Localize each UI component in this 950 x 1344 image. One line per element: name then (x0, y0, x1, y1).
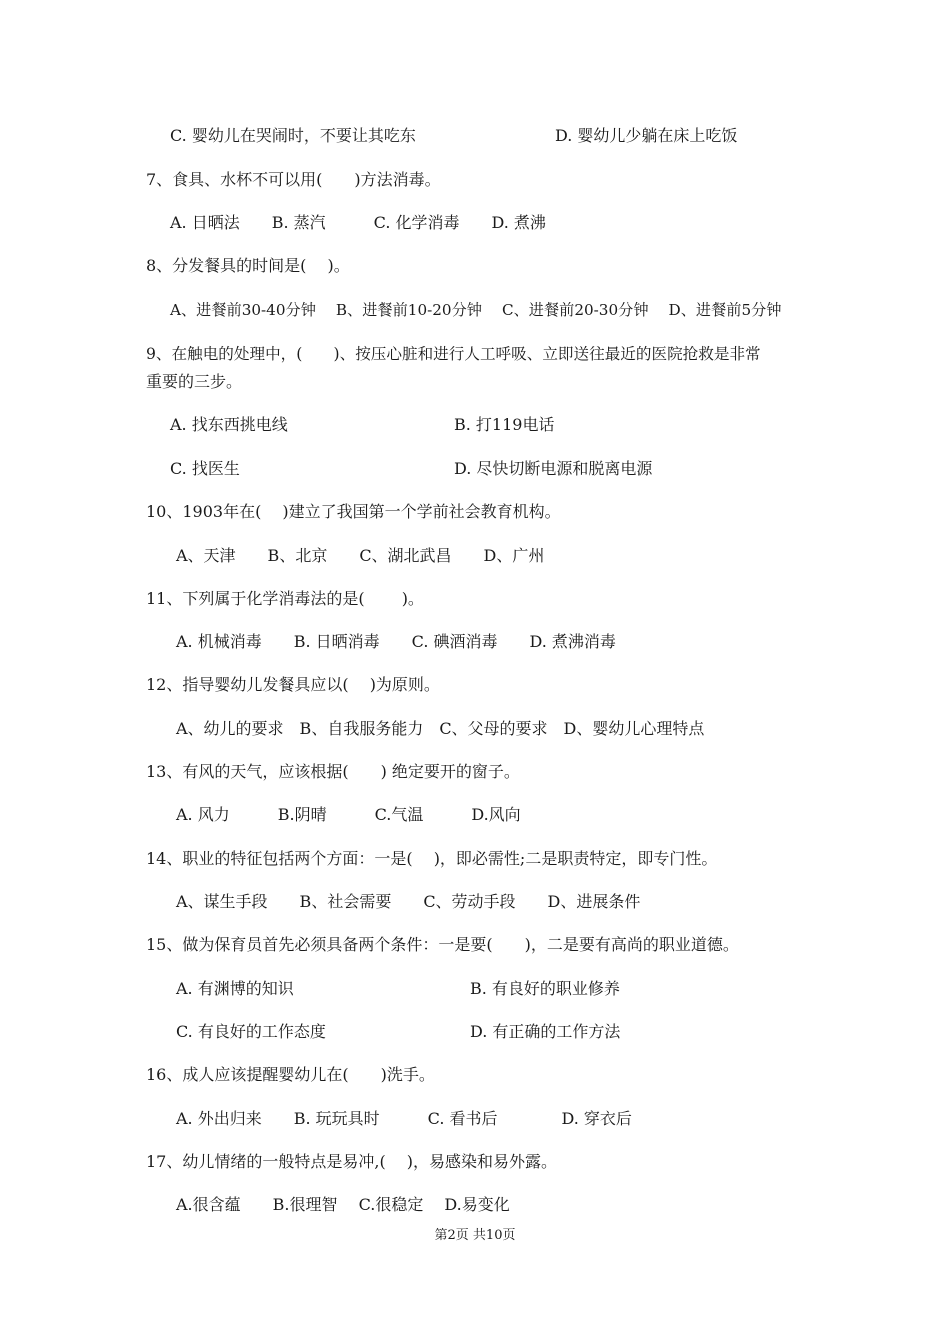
question-7-options: A. 日晒法 B. 蒸汽 C. 化学消毒 D. 煮沸 (170, 213, 546, 232)
question-8: 8、分发餐具的时间是( )。 (146, 256, 350, 275)
question-10: 10、1903年在( )建立了我国第一个学前社会教育机构。 (146, 502, 561, 521)
question-9-line2: 重要的三步。 (146, 372, 243, 391)
question-17: 17、幼儿情绪的一般特点是易冲,( )，易感染和易外露。 (146, 1152, 558, 1171)
question-10-options: A、天津 B、北京 C、湖北武昌 D、广州 (176, 546, 545, 565)
question-12: 12、指导婴幼儿发餐具应以( )为原则。 (146, 675, 440, 694)
question-15-option-d: D. 有正确的工作方法 (470, 1022, 621, 1041)
question-15-option-b: B. 有良好的职业修养 (470, 979, 620, 998)
question-9-option-d: D. 尽快切断电源和脱离电源 (454, 459, 653, 478)
question-8-options: A、进餐前30-40分钟 B、进餐前10-20分钟 C、进餐前20-30分钟 D、进餐前5分钟 (170, 301, 782, 319)
question-9-option-c: C. 找医生 (170, 459, 240, 478)
question-7: 7、食具、水杯不可以用( )方法消毒。 (146, 170, 441, 189)
question-13-options: A. 风力 B.阴晴 C.气温 D.风向 (176, 805, 521, 824)
question-15-option-a: A. 有渊博的知识 (176, 979, 294, 998)
page-footer: 第2页 共10页 (434, 1228, 516, 1243)
question-14-options: A、谋生手段 B、社会需要 C、劳动手段 D、进展条件 (176, 892, 641, 911)
question-6-option-c: C. 婴幼儿在哭闹时，不要让其吃东 (170, 126, 416, 145)
question-15: 15、做为保育员首先必须具备两个条件：一是要( )，二是要有高尚的职业道德。 (146, 935, 739, 954)
question-16: 16、成人应该提醒婴幼儿在( )洗手。 (146, 1065, 435, 1084)
question-13: 13、有风的天气，应该根据( ) 绝定要开的窗子。 (146, 762, 520, 781)
question-16-options: A. 外出归来 B. 玩玩具时 C. 看书后 D. 穿衣后 (176, 1109, 632, 1128)
question-6-option-d: D. 婴幼儿少躺在床上吃饭 (555, 126, 738, 145)
question-15-option-c: C. 有良好的工作态度 (176, 1022, 326, 1041)
question-17-options: A.很含蕴 B.很理智 C.很稳定 D.易变化 (176, 1195, 510, 1214)
question-9-option-a: A. 找东西挑电线 (170, 415, 288, 434)
question-9-line1: 9、在触电的处理中，( )、按压心脏和进行人工呼吸、立即送往最近的医院抢救是非常 (146, 345, 761, 363)
question-14: 14、职业的特征包括两个方面：一是( )，即必需性;二是职责特定，即专门性。 (146, 849, 718, 868)
question-9-option-b: B. 打119电话 (454, 415, 555, 434)
question-11: 11、下列属于化学消毒法的是( )。 (146, 589, 424, 608)
question-11-options: A. 机械消毒 B. 日晒消毒 C. 碘酒消毒 D. 煮沸消毒 (176, 632, 616, 651)
question-12-options: A、幼儿的要求 B、自我服务能力 C、父母的要求 D、婴幼儿心理特点 (176, 719, 705, 738)
